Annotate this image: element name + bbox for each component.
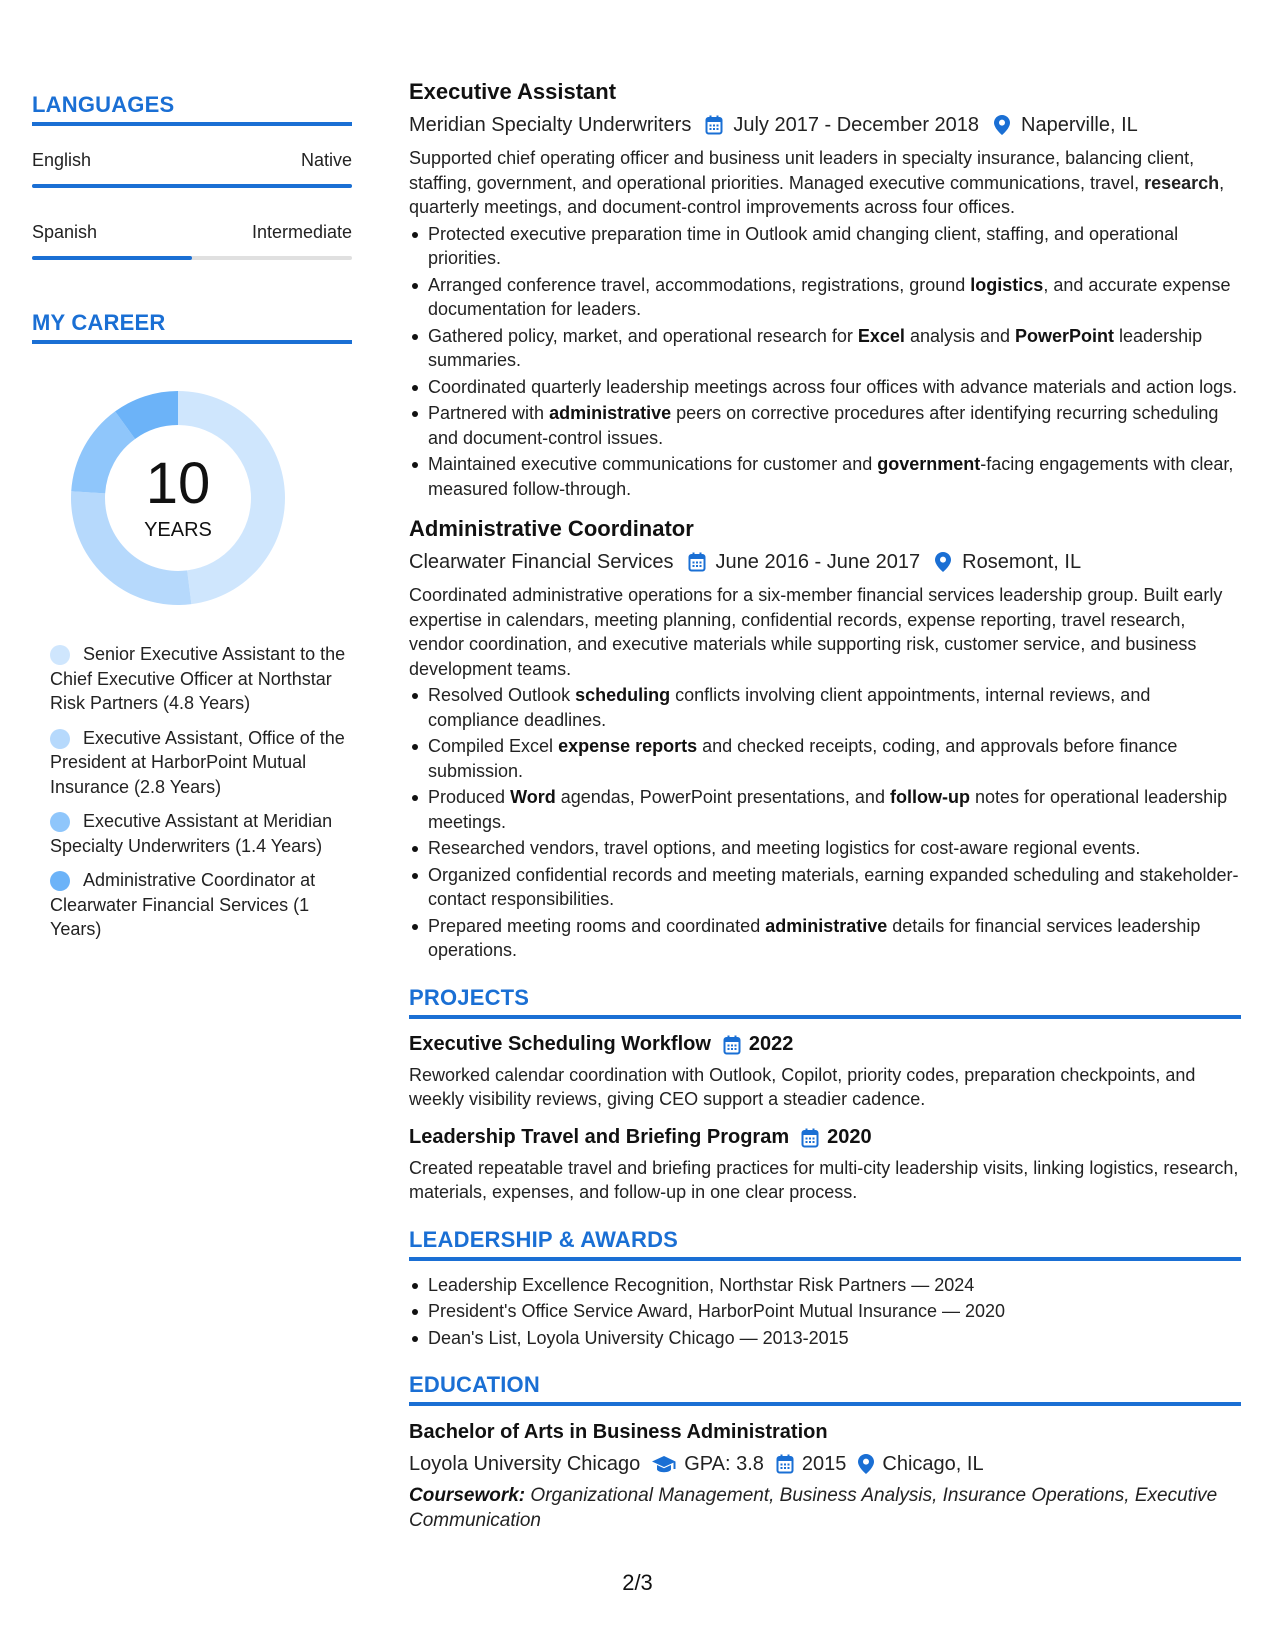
languages-title: LANGUAGES [32,92,352,126]
job-description: Supported chief operating officer and business unit leaders in specialty insurance, balancing client, staffing, government, and operational priorities. Managed executive communications, travel, research, quarterly meetings, and document-control improvements across four offices. [409,148,1225,217]
job-bullets [409,683,1241,963]
job-bullet: Partnered with administrative peers on corrective procedures after identifying recurring scheduling and document-control issues. [409,401,1241,450]
legend-dot [50,729,70,749]
job-bullets [409,222,1241,502]
job-bullet: Resolved Outlook scheduling conflicts involving client appointments, internal reviews, and compliance deadlines. [409,683,1241,732]
calendar-icon [723,1035,741,1055]
language-proficiency-fill [32,184,352,188]
projects-title: PROJECTS [409,985,1241,1019]
calendar-icon [801,1128,819,1148]
job-title: Executive Assistant [409,79,617,104]
project-name: Executive Scheduling Workflow [409,1033,711,1055]
calendar-icon [776,1454,794,1474]
awards-list [409,1273,1241,1351]
company-name: Clearwater Financial Services [409,550,674,573]
location-pin-icon [932,551,954,573]
experience-entry [409,78,1241,501]
job-bullet: Organized confidential records and meeting materials, earning expanded scheduling and stakeholder-contact responsibilities. [409,863,1241,912]
award-item: Dean's List, Loyola University Chicago — 2013-2015 [409,1326,1241,1351]
job-bullet: Researched vendors, travel options, and meeting logistics for cost-aware regional events. [409,836,1241,861]
language-level: Native [300,150,352,170]
language-item [32,150,352,188]
award-item: President's Office Service Award, HarborPoint Mutual Insurance — 2020 [409,1299,1241,1324]
career-legend-item: Executive Assistant, Office of the President at HarborPoint Mutual Insurance (2.8 Years) [50,727,345,797]
language-level: Intermediate [251,222,352,242]
graduation-year: 2015 [801,1452,847,1475]
language-proficiency-bar [32,184,352,188]
job-bullet: Protected executive preparation time in Outlook amid changing client, staffing, and operational priorities. [409,222,1241,271]
career-total-unit: YEARS [144,518,212,541]
career-legend-item: Executive Assistant at Meridian Specialty Underwriters (1.4 Years) [50,811,333,856]
legend-dot [50,812,70,832]
career-donut-chart [32,384,352,624]
award-item: Leadership Excellence Recognition, Northstar Risk Partners — 2024 [409,1273,1241,1298]
career-title: MY CAREER [32,310,352,344]
project-year: 2020 [827,1126,872,1148]
job-title: Administrative Coordinator [409,516,694,541]
project-entry [409,1124,1241,1205]
project-name: Leadership Travel and Briefing Program [409,1126,790,1148]
job-dates: July 2017 - December 2018 [733,113,980,136]
job-bullet: Compiled Excel expense reports and checked receipts, coding, and approvals before finance submission. [409,734,1241,783]
language-item [32,222,352,260]
career-legend [32,642,352,942]
job-bullet: Maintained executive communications for customer and government-facing engagements with clear, measured follow-through. [409,452,1241,501]
project-description: Reworked calendar coordination with Outlook, Copilot, priority codes, preparation checkpoints, and weekly visibility reviews, giving CEO support a steadier cadence. [409,1064,1196,1109]
language-proficiency-bar [32,256,352,260]
coursework: Coursework: Organizational Management, Business Analysis, Insurance Operations, Executive Communication [409,1485,1218,1531]
gpa: GPA: 3.8 [684,1452,764,1475]
project-description: Created repeatable travel and briefing practices for multi-city leadership visits, linking logistics, research, materials, expenses, and follow-up in one clear process. [409,1157,1239,1202]
legend-dot [50,645,70,665]
left-column [32,92,352,952]
job-bullet: Produced Word agendas, PowerPoint presentations, and follow-up notes for operational leadership meetings. [409,785,1241,834]
page-number: 2/3 [622,1570,653,1595]
location-pin-icon [991,114,1013,136]
company-name: Meridian Specialty Underwriters [409,113,692,136]
calendar-icon [686,551,708,573]
right-column [409,78,1241,1533]
language-name: Spanish [32,222,98,242]
career-legend-item: Senior Executive Assistant to the Chief Executive Officer at Northstar Risk Partners (4.8 Years) [50,644,346,713]
school-name: Loyola University Chicago [409,1452,641,1475]
project-year: 2022 [748,1033,794,1055]
education-title: EDUCATION [409,1372,1241,1406]
graduation-cap-icon [652,1455,676,1473]
language-proficiency-fill [32,256,192,260]
job-bullet: Coordinated quarterly leadership meetings across four offices with advance materials and action logs. [409,375,1241,400]
school-location: Chicago, IL [882,1452,984,1475]
degree-title: Bachelor of Arts in Business Administration [409,1421,828,1443]
calendar-icon [703,114,725,136]
career-legend-item: Administrative Coordinator at Clearwater Financial Services (1 Years) [50,870,316,939]
project-entry [409,1031,1241,1112]
job-description: Coordinated administrative operations for a six-member financial services leadership group. Built early expertise in calendars, meeting planning, confidential records, expense reporting, travel research, vendor coordination, and executive materials while supporting risk, customer service, and business development teams. [409,585,1223,679]
job-bullet: Prepared meeting rooms and coordinated administrative details for financial services leadership operations. [409,914,1241,963]
job-location: Rosemont, IL [962,550,1082,573]
awards-title: LEADERSHIP & AWARDS [409,1227,1241,1261]
career-total-years: 10 [145,450,211,516]
legend-dot [50,871,70,891]
job-bullet: Gathered policy, market, and operational research for Excel analysis and PowerPoint leadership summaries. [409,324,1241,373]
location-pin-icon [858,1454,874,1474]
job-bullet: Arranged conference travel, accommodations, registrations, ground logistics, and accurate expense documentation for leaders. [409,273,1241,322]
job-dates: June 2016 - June 2017 [715,550,921,573]
job-location: Naperville, IL [1021,113,1138,136]
language-name: English [32,150,92,170]
experience-entry [409,515,1241,963]
